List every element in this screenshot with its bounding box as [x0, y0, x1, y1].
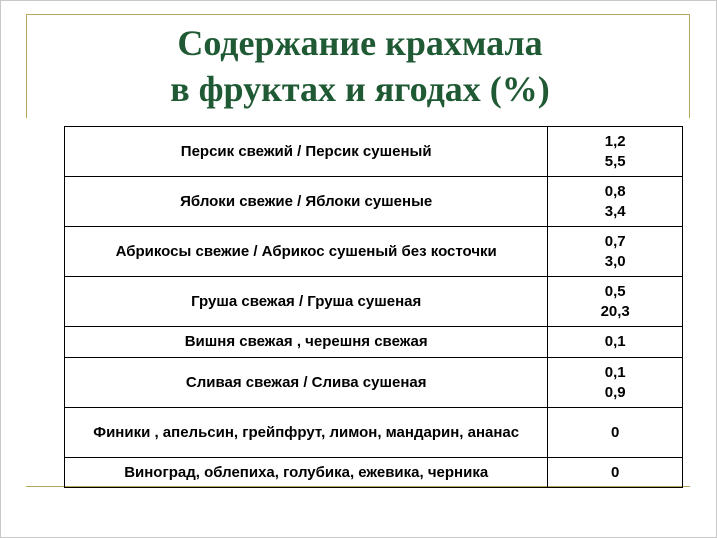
- value-dried: 5,5: [604, 152, 626, 170]
- starch-value-cell: [548, 358, 683, 408]
- value-fresh: 0,8: [604, 182, 626, 200]
- table-row: [65, 177, 683, 227]
- value-dried: 0,9: [604, 383, 626, 401]
- product-name-cell: Яблоки свежие / Яблоки сушеные: [65, 177, 548, 227]
- product-name-cell: Вишня свежая , черешня свежая: [65, 327, 548, 358]
- value-fresh: 0,5: [604, 282, 626, 300]
- table-row: [65, 408, 683, 458]
- value-dried: 3,0: [604, 252, 626, 270]
- product-name-cell: Груша свежая / Груша сушеная: [65, 277, 548, 327]
- value-dried: 3,4: [604, 202, 626, 220]
- starch-value-cell: [548, 458, 683, 488]
- value-fresh: 0,1: [604, 363, 626, 381]
- product-name-cell: Финики , апельсин, грейпфрут, лимон, мандарин, ананас: [65, 408, 548, 458]
- starch-table: [64, 126, 683, 488]
- product-name-cell: Виноград, облепиха, голубика, ежевика, черника: [65, 458, 548, 488]
- value-fresh: 0,1: [604, 333, 626, 350]
- starch-value-cell: [548, 177, 683, 227]
- table-row: [65, 458, 683, 488]
- value-fresh: 0: [611, 463, 620, 481]
- title-line-2: в фруктах и ягодах (%): [170, 69, 550, 109]
- table-row: [65, 327, 683, 358]
- decorative-line-right: [689, 14, 690, 118]
- title-line-1: Содержание крахмала: [177, 23, 543, 63]
- slide-title: [60, 20, 660, 112]
- starch-value-cell: [548, 408, 683, 458]
- product-name-cell: Персик свежий / Персик сушеный: [65, 127, 548, 177]
- table-row: [65, 127, 683, 177]
- starch-value-cell: [548, 127, 683, 177]
- starch-value-cell: [548, 277, 683, 327]
- product-name-cell: Сливая свежая / Слива сушеная: [65, 358, 548, 408]
- value-fresh: 1,2: [604, 132, 626, 150]
- value-fresh: 0: [611, 423, 620, 441]
- table-row: [65, 358, 683, 408]
- product-name-cell: Абрикосы свежие / Абрикос сушеный без косточки: [65, 227, 548, 277]
- value-dried: 20,3: [600, 302, 630, 320]
- decorative-line-left: [26, 14, 27, 118]
- starch-value-cell: [548, 327, 683, 358]
- decorative-line-top: [26, 14, 690, 15]
- value-fresh: 0,7: [604, 232, 626, 250]
- table-row: [65, 227, 683, 277]
- starch-value-cell: [548, 227, 683, 277]
- table-row: [65, 277, 683, 327]
